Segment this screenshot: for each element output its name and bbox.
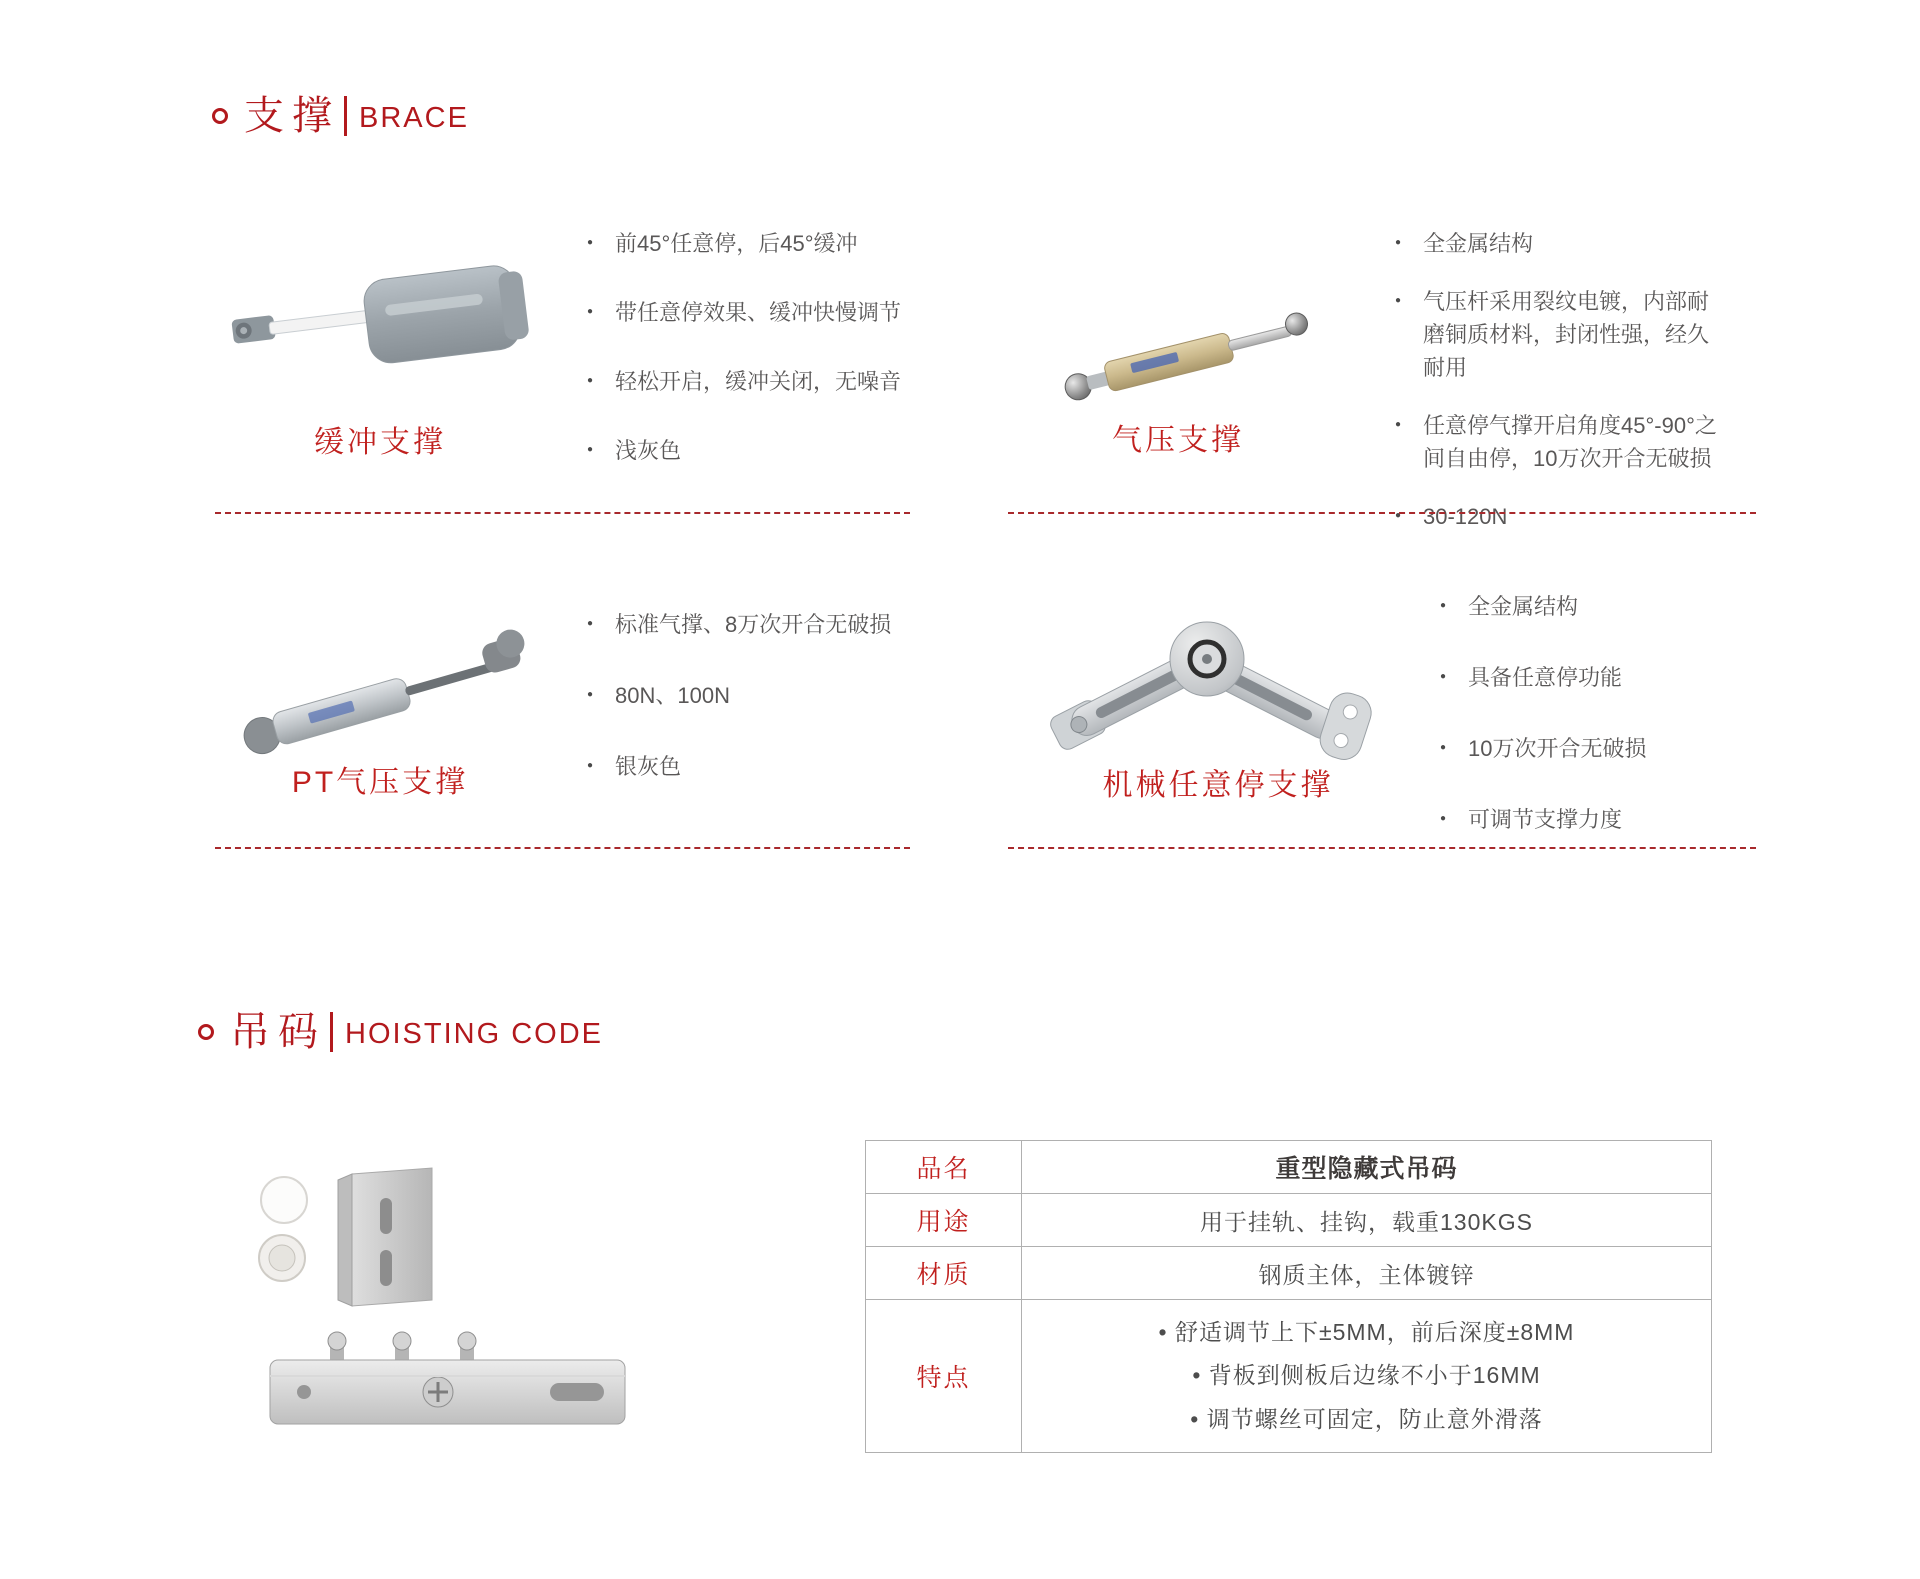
section-bullet-icon (212, 108, 228, 124)
gas-strut-image (1038, 260, 1328, 420)
bullet-item: ● 银灰色 (585, 750, 905, 783)
bullet-item: ● 前45°任意停，后45°缓冲 (585, 227, 905, 260)
bullet-item: ● 标准气撑、8万次开合无破损 (585, 608, 905, 641)
row-label: 材质 (866, 1247, 1022, 1300)
bullet-item: ● 30-120N (1393, 500, 1728, 533)
row-label: 用途 (866, 1194, 1022, 1247)
bullet-item: ● 轻松开启，缓冲关闭，无噪音 (585, 365, 905, 398)
hoisting-title-en: HOISTING CODE (345, 1017, 604, 1050)
bullet-item: • 背板到侧板后边缘不小于16MM (1032, 1359, 1701, 1392)
bullet-item: ● 带任意停效果、缓冲快慢调节 (585, 296, 905, 329)
bullet-item: ● 全金属结构 (1438, 590, 1738, 623)
table-row (866, 1247, 1712, 1300)
hoisting-section-header (198, 1012, 603, 1052)
brace-title-en: BRACE (359, 101, 469, 134)
bullet-item: • 舒适调节上下±5MM，前后深度±8MM (1032, 1316, 1701, 1349)
table-row (866, 1141, 1712, 1194)
product-name: 缓冲支撑 (314, 426, 446, 459)
bullet-item: ● 气压杆采用裂纹电镀，内部耐磨铜质材料，封闭性强，经久耐用 (1393, 285, 1728, 384)
pt-gas-strut-image (215, 580, 535, 760)
bullet-item: ● 可调节支撑力度 (1438, 803, 1738, 836)
hoisting-parts-image (252, 1160, 652, 1460)
bullet-item: ● 浅灰色 (585, 434, 905, 467)
product-bullet-list (585, 227, 905, 503)
product-card-buffer-brace (215, 205, 910, 505)
hoisting-spec-table (865, 1140, 1712, 1453)
section-bullet-icon (198, 1024, 214, 1040)
feature-bullet-list (1032, 1316, 1701, 1436)
product-name: 机械任意停支撑 (1102, 769, 1334, 802)
bullet-item: ● 10万次开合无破损 (1438, 732, 1738, 765)
dashed-divider (215, 512, 910, 514)
product-name: 气压支撑 (1112, 424, 1244, 457)
product-name: PT气压支撑 (291, 766, 469, 799)
hoisting-title-zh: 吊码 (230, 1010, 326, 1054)
brace-section-header (212, 96, 469, 136)
product-card-pt-gas-strut (215, 560, 910, 850)
buffer-brace-image (215, 230, 545, 420)
brace-title-zh: 支撑 (244, 94, 340, 138)
row-value: 钢质主体，主体镀锌 (1022, 1247, 1712, 1300)
product-bullet-list (585, 608, 905, 821)
dashed-divider (215, 847, 910, 849)
row-value: 用于挂轨、挂钩，载重130KGS (1022, 1194, 1712, 1247)
title-divider-bar (344, 96, 347, 136)
product-card-gas-strut (1008, 205, 1758, 529)
bullet-item: ● 任意停气撑开启角度45°-90°之间自由停，10万次开合无破损 (1393, 409, 1728, 475)
table-row (866, 1300, 1712, 1453)
bullet-item: • 调节螺丝可固定，防止意外滑落 (1032, 1403, 1701, 1436)
dashed-divider (1008, 512, 1756, 514)
row-value: 重型隐藏式吊码 (1022, 1141, 1712, 1194)
mechanical-stay-image (1033, 575, 1393, 785)
product-card-mechanical-stay (1008, 560, 1758, 850)
table-row (866, 1194, 1712, 1247)
title-divider-bar (330, 1012, 333, 1052)
bullet-item: ● 全金属结构 (1393, 227, 1728, 260)
product-bullet-list (1393, 227, 1728, 558)
bullet-item: ● 具备任意停功能 (1438, 661, 1738, 694)
row-label: 品名 (866, 1141, 1022, 1194)
row-label: 特点 (866, 1300, 1022, 1453)
dashed-divider (1008, 847, 1756, 849)
bullet-item: ● 80N、100N (585, 679, 905, 712)
product-bullet-list (1438, 590, 1738, 874)
